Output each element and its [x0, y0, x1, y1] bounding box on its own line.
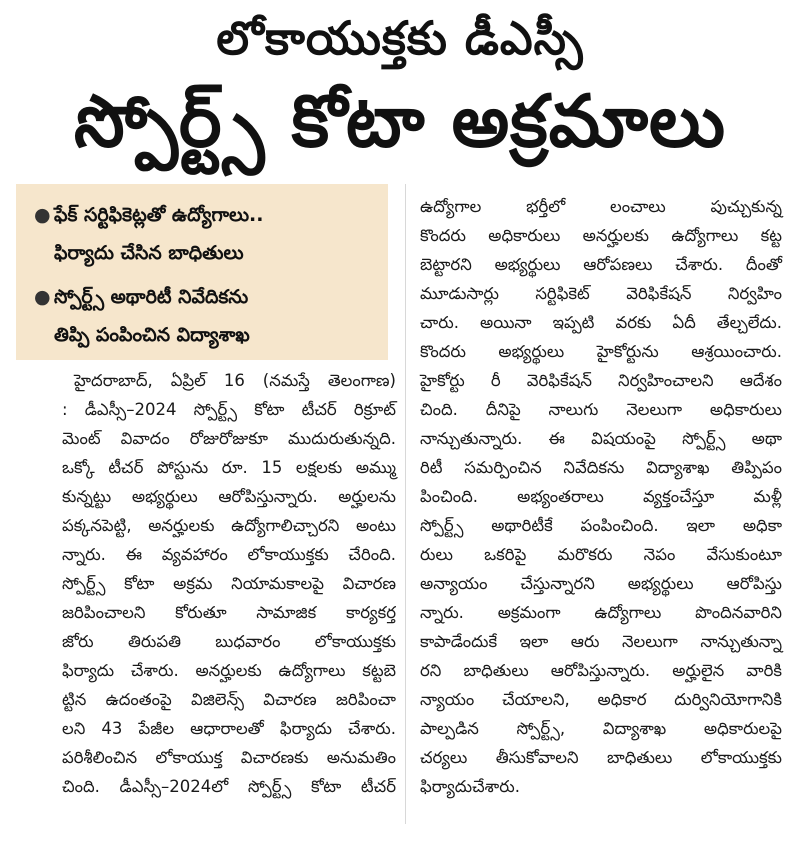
article-line: హైకోర్టు రీ వెరిఫికేషన్ నిర్వహించాలని ఆదేశం — [420, 371, 782, 390]
article-column-left — [62, 366, 396, 801]
article-line: ఒక్కో టీచర్ పోస్టును రూ. 15 లక్షలకు అమ్ము — [62, 458, 396, 477]
article-line: పరిశీలించిన లోకాయుక్త విచారణకు అనుమతిం — [62, 748, 396, 767]
bullet-dot-icon: ● — [34, 286, 51, 308]
article-line: కొందరు అధికారులు అనర్హులకు ఉద్యోగాలు కట్ట — [420, 226, 782, 245]
article-line: చారు. అయినా ఇప్పటి వరకు ఏదీ తేల్చలేదు. — [420, 313, 782, 332]
article-line: బెట్టారని అభ్యర్థులు ఆరోపణలు చేశారు. దీంతో — [420, 255, 782, 274]
article-line: చింది. దీనిపై నాలుగు నెలలుగా అధికారులు — [420, 400, 782, 419]
highlight-item — [34, 196, 378, 272]
headline-line-1: లోకాయుక్తకు డీఎస్సీ — [216, 11, 584, 65]
article-line: హైదరాబాద్, ఏప్రిల్ 16 (నమస్తే తెలంగాణ) — [74, 371, 396, 390]
article-line: నాన్చుతున్నారు. ఈ విషయంపై స్పోర్ట్స్ అథా — [420, 429, 782, 448]
article-line: ఫిర్యాదుచేశారు. — [420, 777, 520, 796]
article-line: స్పోర్ట్స్ కోటా అక్రమ నియామకాలపై విచారణ — [62, 574, 396, 593]
article-line: అన్యాయం చేస్తున్నారని అభ్యర్థులు ఆరోపిస్తు — [420, 574, 782, 593]
article-line: మెంట్ వివాదం రోజురోజుకూ ముదురుతున్నది. — [62, 429, 396, 448]
highlight-item — [34, 278, 378, 354]
article-line: చింది. డీఎస్సీ–2024లో స్పోర్ట్స్ కోటా టీచర్ — [62, 777, 396, 796]
column-divider — [405, 184, 406, 824]
article-line: పక్కనపెట్టి, అనర్హులకు ఉద్యోగాలిచ్చారని అంటు — [62, 516, 396, 535]
article-column-right — [420, 192, 782, 801]
article-line: ఉద్యోగాల భర్తీలో లంచాలు పుచ్చుకున్న — [420, 197, 782, 216]
highlight-box — [16, 184, 388, 360]
article-line: మూడుసార్లు సర్టిఫికెట్ వెరిఫికేషన్ నిర్వహిం — [420, 284, 782, 303]
article-line: జరిపించాలని కోరుతూ సామాజిక కార్యకర్త — [62, 603, 396, 622]
bullet-dot-icon: ● — [34, 204, 51, 226]
article-line: : డీఎస్సీ–2024 స్పోర్ట్స్ కోటా టీచర్ రిక్రూట్ — [62, 400, 396, 419]
article-line: లని 43 పేజీల ఆధారాలతో ఫిర్యాదు చేశారు. — [62, 719, 396, 738]
article-line: కాపాడేందుకే ఇలా ఆరు నెలలుగా నాన్చుతున్నా — [420, 632, 782, 651]
highlight-item-line: స్పోర్ట్స్ అథారిటీ నివేదికను — [54, 286, 249, 308]
article-line: పించింది. అభ్యంతరాలు వ్యక్తంచేస్తూ మళ్లీ — [420, 487, 782, 506]
article-line: న్నారు. అక్రమంగా ఉద్యోగాలు పొందినవారిని — [420, 603, 782, 622]
article-line: కున్నట్టు అభ్యర్థులు ఆరోపిస్తున్నారు. అర్హులను — [62, 487, 396, 506]
article-line: రని బాధితులు ఆరోపిస్తున్నారు. అర్హులైన వారికి — [420, 661, 782, 680]
article-line: పాల్పడిన స్పోర్ట్స్, విద్యాశాఖ అధికారులపై — [420, 719, 782, 738]
headline-line-2: స్పోర్ట్స్ కోటా అక్రమాలు — [73, 79, 727, 163]
article-line: జోరు తిరుపతి బుధవారం లోకాయుక్తకు — [62, 632, 396, 651]
article-line: ట్టిన ఉదంతంపై విజిలెన్స్ విచారణ జరిపించా — [62, 690, 396, 709]
article-line: న్నారు. ఈ వ్యవహారం లోకాయుక్తకు చేరింది. — [62, 545, 396, 564]
article-line: ఫిర్యాదు చేశారు. అనర్హులకు ఉద్యోగాలు కట్టబె — [62, 661, 396, 680]
article-line: రులు ఒకరిపై మరొకరు నెపం వేసుకుంటూ — [420, 545, 782, 564]
article-line: స్పోర్ట్స్ అథారిటీకే పంపించింది. ఇలా అధికా — [420, 516, 782, 535]
article-line: చర్యలు తీసుకోవాలని బాధితులు లోకాయుక్తకు — [420, 748, 782, 767]
article-line: రిటీ సమర్పించిన నివేదికను విద్యాశాఖ తిప్పిపం — [420, 458, 782, 477]
article-line: న్యాయం చేయాలని, అధికార దుర్వినియోగానికి — [420, 690, 782, 709]
highlight-item-line: ఫేక్ సర్టిఫికెట్లతో ఉద్యోగాలు.. — [54, 204, 264, 226]
highlight-item-line: ఫిర్యాదు చేసిన బాధితులు — [54, 242, 244, 264]
article-line: కొందరు అభ్యర్థులు హైకోర్టును ఆశ్రయించారు. — [420, 342, 782, 361]
highlight-item-line: తిప్పి పంపించిన విద్యాశాఖ — [54, 324, 250, 346]
